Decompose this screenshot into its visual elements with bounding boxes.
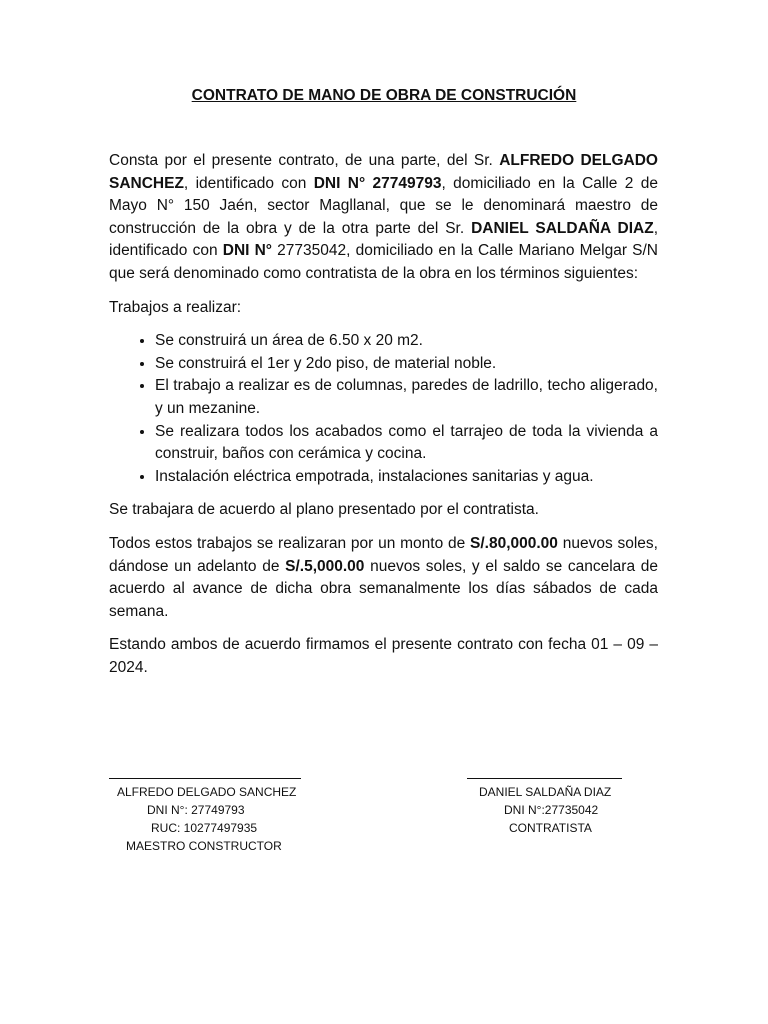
intro-text-3: , domiciliado en la Calle 2 de Mayo N° 150 Jaén, sector Magllanal, que se le denominará maestro de construcción de la obra y de la otra parte del Sr. [109, 174, 658, 237]
intro-text-1: Consta por el presente contrato, de una parte, del Sr. [109, 152, 500, 169]
contractor-name: DANIEL SALDAÑA DIAZ [471, 219, 654, 237]
contract-body [109, 150, 658, 690]
list-item: • Se construirá un área de 6.50 x 20 m2. [155, 330, 658, 353]
owner-dni: DNI N° 27749793 [313, 174, 442, 192]
list-item: • El trabajo a realizar es de columnas, paredes de ladrillo, techo aligerado, y un mezanine. [155, 375, 658, 420]
closing-paragraph: Estando ambos de acuerdo firmamos el presente contrato con fecha 01 – 09 – 2024. [109, 636, 658, 676]
intro-text-4: , identificado con [109, 219, 658, 260]
works-heading: Trabajos a realizar: [109, 298, 242, 316]
works-list [109, 330, 658, 488]
payment-paragraph [109, 533, 658, 623]
list-item: • Se realizara todos los acabados como el tarrajeo de toda la vivienda a construir, baños con cerámica y cocina. [155, 421, 658, 466]
owner-signature-role: MAESTRO CONSTRUCTOR [126, 839, 282, 853]
owner-name: ALFREDO DELGADO SANCHEZ [109, 152, 658, 192]
owner-signature-block [109, 778, 301, 855]
contractor-signature-role: CONTRATISTA [509, 821, 592, 835]
intro-paragraph [109, 150, 658, 286]
contractor-signature-block [467, 778, 622, 837]
payment-text-1: Todos estos trabajos se realizaran por un monto de [109, 534, 471, 552]
advance-amount: S/.5,000.00 [285, 557, 365, 575]
list-item: • Instalación eléctrica empotrada, instalaciones sanitarias y agua. [155, 466, 658, 489]
owner-signature-ruc: RUC: 10277497935 [151, 821, 258, 835]
contract-title: CONTRATO DE MANO DE OBRA DE CONSTRUCIÓN [191, 87, 577, 104]
contractor-signature-name: DANIEL SALDAÑA DIAZ [479, 785, 612, 799]
payment-text-3: nuevos soles, y el saldo se cancelara de acuerdo al avance de dicha obra semanalmente los días sábados de cada semana. [109, 557, 658, 620]
intro-text-5: 27735042, domiciliado en la Calle Mariano Melgar S/N que será denominado como contratista de la obra en los términos siguientes: [109, 242, 658, 282]
owner-signature-dni: DNI N°: 27749793 [147, 803, 245, 817]
list-item: • Se construirá el 1er y 2do piso, de material noble. [155, 353, 658, 376]
contractor-dni-label: DNI N° [222, 242, 273, 260]
contractor-signature-dni: DNI N°:27735042 [504, 803, 599, 817]
intro-text-2: , identificado con [183, 174, 314, 192]
plan-paragraph: Se trabajara de acuerdo al plano presentado por el contratista. [109, 501, 539, 519]
owner-signature-name: ALFREDO DELGADO SANCHEZ [117, 785, 297, 799]
payment-text-2: nuevos soles, dándose un adelanto de [109, 534, 658, 575]
total-amount: S/.80,000.00 [470, 534, 558, 552]
signature-line [467, 778, 622, 779]
signature-line [109, 778, 301, 779]
